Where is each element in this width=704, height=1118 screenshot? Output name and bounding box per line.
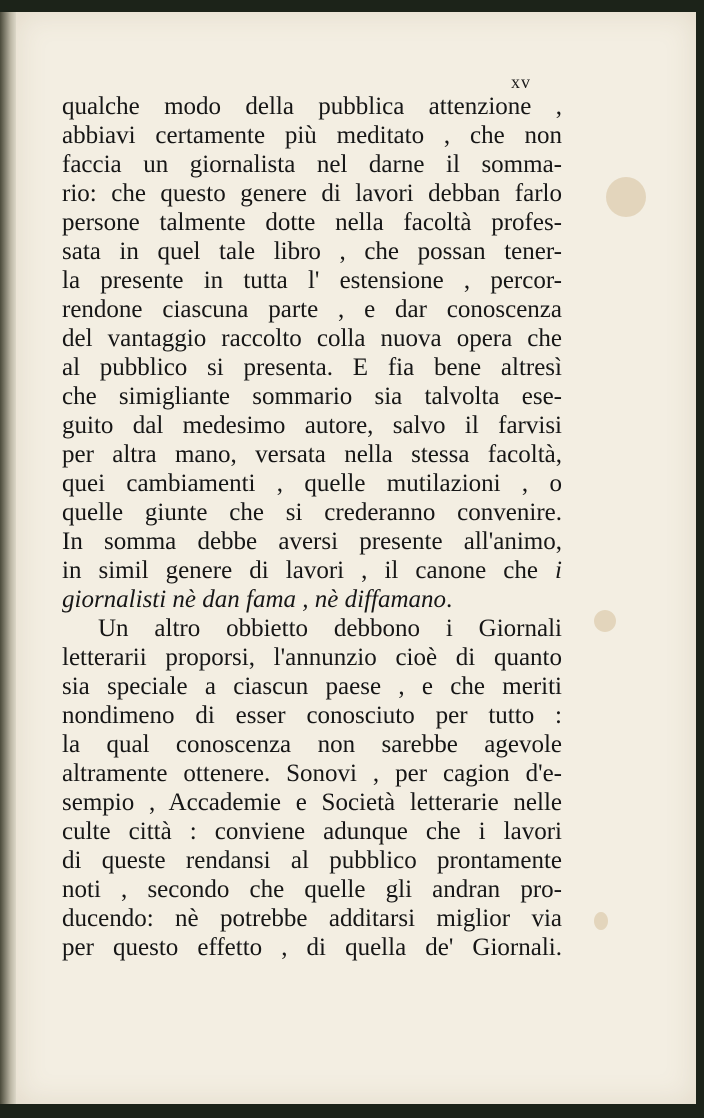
text-line: quei cambiamenti , quelle mutilazioni , o bbox=[62, 470, 562, 497]
text-segment: in simil genere di lavori , il canone che bbox=[62, 557, 556, 584]
text-line: al pubblico si presenta. E fia bene altresì bbox=[62, 354, 562, 381]
text-line: letterarii proporsi, l'annunzio cioè di quanto bbox=[62, 644, 562, 671]
text-line: del vantaggio raccolto colla nuova opera che bbox=[62, 325, 562, 352]
text-line: rio: che questo genere di lavori debban farlo bbox=[62, 180, 562, 207]
text-segment: . bbox=[446, 586, 453, 613]
text-line: persone talmente dotte nella facoltà profes- bbox=[62, 209, 562, 236]
text-line: noti , secondo che quelle gli andran pro- bbox=[62, 876, 562, 903]
text-line: Un altro obbietto debbono i Giornali bbox=[98, 615, 562, 642]
italic-segment: i bbox=[555, 557, 562, 584]
text-line: sata in quel tale libro , che possan tener- bbox=[62, 238, 562, 265]
text-line bbox=[62, 556, 562, 585]
text-line: la presente in tutta l' estensione , percor- bbox=[62, 267, 562, 294]
text-line: di queste rendansi al pubblico prontamente bbox=[62, 847, 562, 874]
text-line: che simigliante sommario sia talvolta ese- bbox=[62, 383, 562, 410]
text-line: rendone ciascuna parte , e dar conoscenza bbox=[62, 296, 562, 323]
foxing-stain bbox=[594, 610, 616, 632]
text-line: per altra mano, versata nella stessa facoltà, bbox=[62, 441, 562, 468]
text-line: per questo effetto , di quella de' Giornali. bbox=[62, 934, 562, 961]
text-line: quelle giunte che si crederanno convenire. bbox=[62, 499, 562, 526]
foxing-stain bbox=[606, 177, 646, 217]
text-line: In somma debbe aversi presente all'animo, bbox=[62, 528, 562, 555]
text-line bbox=[62, 585, 562, 614]
text-line: ducendo: nè potrebbe additarsi miglior via bbox=[62, 905, 562, 932]
text-line: sia speciale a ciascun paese , e che meriti bbox=[62, 673, 562, 700]
text-line: culte città : conviene adunque che i lavori bbox=[62, 818, 562, 845]
text-line: la qual conoscenza non sarebbe agevole bbox=[62, 731, 562, 758]
text-line: faccia un giornalista nel darne il somma- bbox=[62, 151, 562, 178]
text-line: nondimeno di esser conosciuto per tutto : bbox=[62, 702, 562, 729]
text-line: guito dal medesimo autore, salvo il farvisi bbox=[62, 412, 562, 439]
foxing-stain bbox=[594, 912, 608, 930]
page-number: xv bbox=[511, 72, 531, 92]
text-line: altramente ottenere. Sonovi , per cagion d'e- bbox=[62, 760, 562, 787]
text-line: qualche modo della pubblica attenzione , bbox=[62, 93, 562, 120]
italic-segment: giornalisti nè dan fama , nè diffamano bbox=[62, 586, 447, 613]
text-line: sempio , Accademie e Società letterarie nelle bbox=[62, 789, 562, 816]
text-line: abbiavi certamente più meditato , che non bbox=[62, 122, 562, 149]
body-text bbox=[62, 92, 562, 962]
